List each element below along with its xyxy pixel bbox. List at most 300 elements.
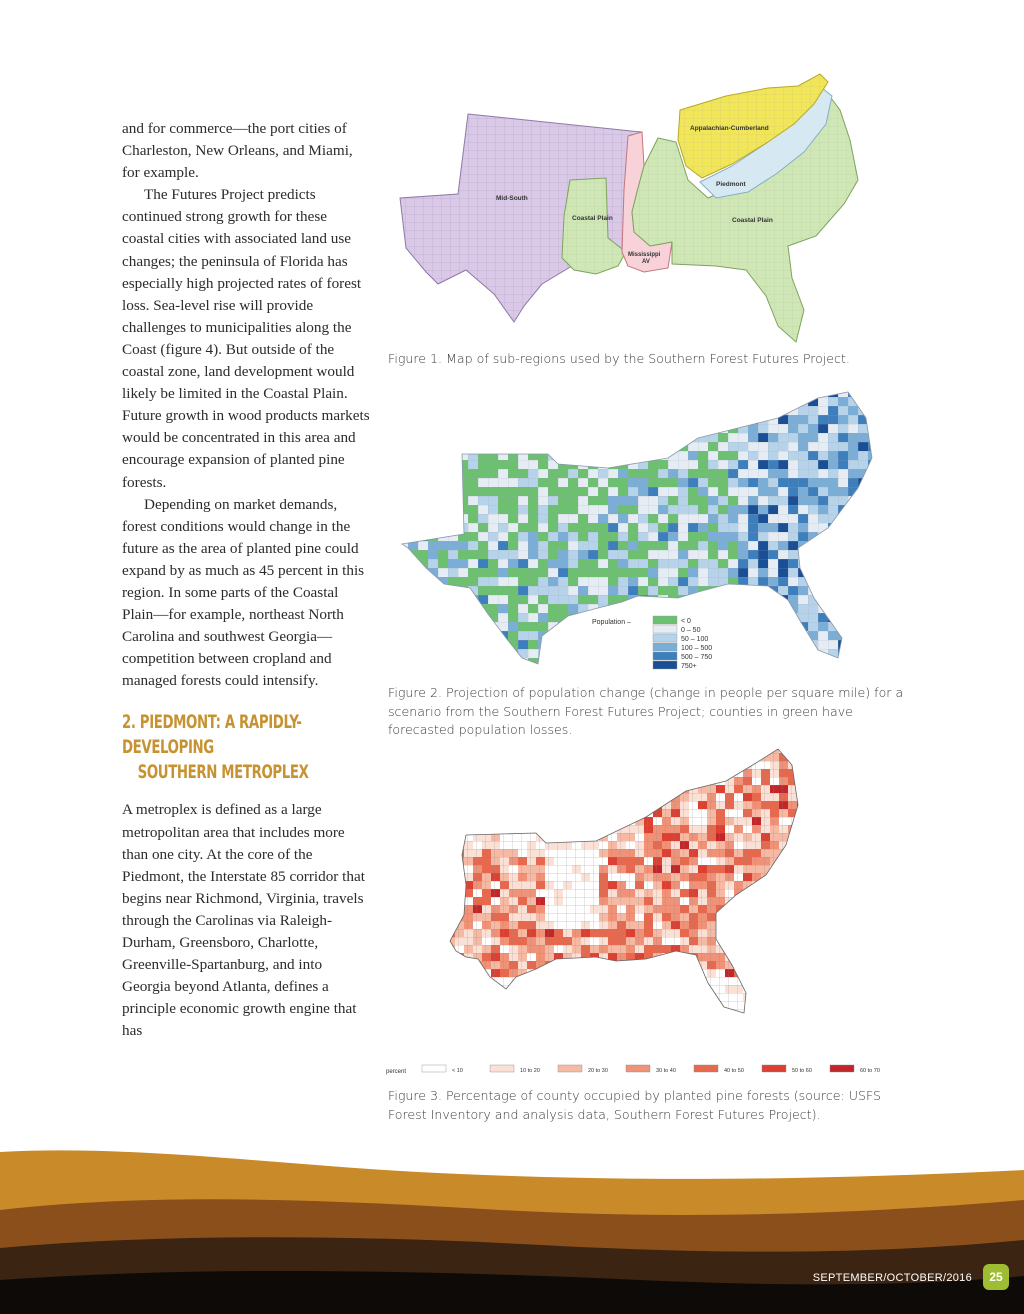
figure-2-population-change-map	[398, 388, 880, 680]
county-cell	[788, 929, 797, 937]
county-cell	[418, 514, 428, 523]
county-cell	[398, 469, 408, 478]
county-cell	[716, 769, 725, 777]
county-cell	[468, 415, 478, 424]
figure-3-legend	[422, 1065, 880, 1074]
county-cell	[748, 586, 758, 595]
county-cell	[500, 753, 509, 761]
county-cell	[438, 676, 448, 680]
county-cell	[778, 676, 788, 680]
county-cell	[590, 1009, 599, 1017]
county-cell	[464, 785, 473, 793]
county-cell	[808, 667, 818, 676]
county-cell	[797, 761, 806, 769]
county-cell	[668, 676, 678, 680]
county-cell	[536, 761, 545, 769]
county-cell	[482, 777, 491, 785]
county-cell	[698, 1009, 707, 1017]
county-cell	[743, 969, 752, 977]
county-cell	[599, 1001, 608, 1009]
county-cell	[438, 460, 448, 469]
county-cell	[458, 613, 468, 622]
county-cell	[858, 541, 868, 550]
county-cell	[536, 785, 545, 793]
county-cell	[797, 953, 806, 961]
county-cell	[527, 817, 536, 825]
county-cell	[752, 929, 761, 937]
county-cell	[738, 604, 748, 613]
county-cell	[797, 857, 806, 865]
county-cell	[779, 889, 788, 897]
county-cell	[590, 1001, 599, 1009]
county-cell	[446, 913, 455, 921]
county-cell	[626, 761, 635, 769]
county-cell	[758, 397, 768, 406]
county-cell	[473, 977, 482, 985]
county-cell	[581, 809, 590, 817]
county-cell	[644, 993, 653, 1001]
county-cell	[428, 595, 438, 604]
county-cell	[858, 568, 868, 577]
county-cell	[563, 801, 572, 809]
county-cell	[455, 897, 464, 905]
county-cell	[455, 817, 464, 825]
county-cell	[554, 961, 563, 969]
county-cell	[408, 640, 418, 649]
county-cell	[738, 586, 748, 595]
county-cell	[608, 1001, 617, 1009]
county-cell	[491, 817, 500, 825]
county-cell	[548, 649, 558, 658]
county-cell	[858, 505, 868, 514]
county-cell	[599, 977, 608, 985]
county-cell	[548, 676, 558, 680]
county-cell	[473, 769, 482, 777]
county-cell	[728, 658, 738, 667]
county-cell	[828, 550, 838, 559]
county-cell	[418, 667, 428, 676]
county-cell	[500, 785, 509, 793]
county-cell	[598, 451, 608, 460]
county-cell	[838, 523, 848, 532]
county-cell	[758, 676, 768, 680]
county-cell	[568, 658, 578, 667]
county-cell	[797, 945, 806, 953]
county-cell	[761, 929, 770, 937]
county-cell	[680, 761, 689, 769]
county-cell	[446, 849, 455, 857]
county-cell	[752, 897, 761, 905]
county-cell	[680, 961, 689, 969]
county-cell	[458, 415, 468, 424]
county-cell	[428, 442, 438, 451]
county-cell	[581, 993, 590, 1001]
county-cell	[725, 769, 734, 777]
figure-1-subregion-map	[396, 70, 866, 352]
county-cell	[428, 586, 438, 595]
county-cell	[568, 640, 578, 649]
county-cell	[528, 424, 538, 433]
county-cell	[748, 388, 758, 397]
county-cell	[838, 667, 848, 676]
county-cell	[428, 658, 438, 667]
county-cell	[509, 817, 518, 825]
county-cell	[770, 945, 779, 953]
county-cell	[473, 761, 482, 769]
county-cell	[408, 559, 418, 568]
county-cell	[752, 913, 761, 921]
county-cell	[698, 388, 708, 397]
county-cell	[868, 559, 878, 568]
county-cell	[653, 753, 662, 761]
county-cell	[662, 777, 671, 785]
county-cell	[708, 415, 718, 424]
county-cell	[468, 649, 478, 658]
county-cell	[428, 622, 438, 631]
county-cell	[508, 406, 518, 415]
label-mississippi-av-1: Mississippi	[628, 252, 661, 258]
county-cell	[768, 622, 778, 631]
county-cell	[644, 985, 653, 993]
county-cell	[868, 676, 878, 680]
county-cell	[568, 676, 578, 680]
county-cell	[828, 541, 838, 550]
county-cell	[848, 559, 858, 568]
county-cell	[518, 1001, 527, 1009]
county-cell	[590, 809, 599, 817]
county-cell	[509, 753, 518, 761]
county-cell	[671, 969, 680, 977]
county-cell	[518, 785, 527, 793]
county-cell	[599, 817, 608, 825]
county-cell	[428, 469, 438, 478]
county-cell	[707, 761, 716, 769]
county-cell	[680, 745, 689, 753]
county-cell	[779, 1001, 788, 1009]
county-cell	[626, 1009, 635, 1017]
county-cell	[518, 769, 527, 777]
county-cell	[438, 442, 448, 451]
county-cell	[868, 649, 878, 658]
county-cell	[446, 897, 455, 905]
county-cell	[716, 753, 725, 761]
county-cell	[455, 889, 464, 897]
county-cell	[648, 604, 658, 613]
county-cell	[418, 424, 428, 433]
county-cell	[618, 406, 628, 415]
legend-label: 50 – 100	[681, 636, 709, 643]
county-cell	[868, 658, 878, 667]
county-cell	[770, 1009, 779, 1017]
county-cell	[688, 415, 698, 424]
county-cell	[488, 433, 498, 442]
county-cell	[491, 809, 500, 817]
county-cell	[698, 406, 708, 415]
county-cell	[478, 631, 488, 640]
county-cell	[758, 613, 768, 622]
county-cell	[708, 631, 718, 640]
county-cell	[671, 769, 680, 777]
county-cell	[408, 667, 418, 676]
county-cell	[598, 640, 608, 649]
county-cell	[488, 676, 498, 680]
county-cell	[868, 604, 878, 613]
county-cell	[848, 613, 858, 622]
county-cell	[448, 649, 458, 658]
county-cell	[554, 793, 563, 801]
county-cell	[418, 505, 428, 514]
county-cell	[500, 769, 509, 777]
county-cell	[752, 985, 761, 993]
county-cell	[554, 985, 563, 993]
county-cell	[798, 667, 808, 676]
county-cell	[788, 937, 797, 945]
county-cell	[448, 397, 458, 406]
county-cell	[689, 1001, 698, 1009]
county-cell	[708, 622, 718, 631]
county-cell	[618, 442, 628, 451]
county-cell	[448, 622, 458, 631]
county-cell	[779, 977, 788, 985]
county-cell	[728, 415, 738, 424]
county-cell	[608, 793, 617, 801]
county-cell	[545, 793, 554, 801]
county-cell	[778, 640, 788, 649]
county-cell	[638, 631, 648, 640]
county-cell	[644, 793, 653, 801]
county-cell	[527, 761, 536, 769]
county-cell	[509, 769, 518, 777]
county-cell	[635, 785, 644, 793]
county-cell	[708, 604, 718, 613]
county-cell	[590, 785, 599, 793]
county-cell	[558, 658, 568, 667]
county-cell	[418, 676, 428, 680]
county-cell	[428, 505, 438, 514]
county-cell	[858, 667, 868, 676]
county-cell	[478, 640, 488, 649]
county-cell	[398, 415, 408, 424]
county-cell	[738, 397, 748, 406]
county-cell	[644, 785, 653, 793]
county-cell	[598, 388, 608, 397]
county-cell	[798, 676, 808, 680]
county-cell	[491, 761, 500, 769]
county-cell	[418, 415, 428, 424]
county-cell	[545, 785, 554, 793]
county-cell	[868, 514, 878, 523]
county-cell	[734, 897, 743, 905]
county-cell	[473, 969, 482, 977]
county-cell	[635, 769, 644, 777]
county-cell	[608, 809, 617, 817]
county-cell	[464, 1009, 473, 1017]
label-mississippi-av-2: AV	[642, 259, 650, 265]
county-cell	[509, 785, 518, 793]
county-cell	[779, 969, 788, 977]
county-cell	[828, 667, 838, 676]
county-cell	[626, 977, 635, 985]
county-cell	[563, 969, 572, 977]
county-cell	[779, 929, 788, 937]
county-cell	[838, 532, 848, 541]
county-cell	[734, 753, 743, 761]
county-cell	[788, 849, 797, 857]
county-cell	[482, 993, 491, 1001]
county-cell	[608, 451, 618, 460]
county-cell	[428, 604, 438, 613]
county-cell	[838, 550, 848, 559]
county-cell	[558, 451, 568, 460]
county-cell	[868, 550, 878, 559]
county-cell	[662, 793, 671, 801]
county-cell	[498, 424, 508, 433]
county-cell	[478, 424, 488, 433]
county-cell	[638, 433, 648, 442]
county-cell	[468, 388, 478, 397]
county-cell	[468, 640, 478, 649]
county-cell	[788, 889, 797, 897]
county-cell	[617, 769, 626, 777]
county-cell	[491, 769, 500, 777]
county-cell	[858, 550, 868, 559]
county-cell	[518, 761, 527, 769]
county-cell	[778, 667, 788, 676]
county-cell	[770, 1001, 779, 1009]
county-cell	[716, 929, 725, 937]
county-cell	[455, 993, 464, 1001]
county-cell	[770, 969, 779, 977]
county-cell	[448, 505, 458, 514]
county-cell	[617, 993, 626, 1001]
county-cell	[644, 745, 653, 753]
county-cell	[828, 658, 838, 667]
county-cell	[608, 817, 617, 825]
county-cell	[818, 559, 828, 568]
county-cell	[398, 595, 408, 604]
county-cell	[500, 809, 509, 817]
county-cell	[578, 415, 588, 424]
county-cell	[689, 769, 698, 777]
county-cell	[718, 658, 728, 667]
county-cell	[779, 921, 788, 929]
county-cell	[408, 442, 418, 451]
county-cell	[838, 658, 848, 667]
county-cell	[578, 658, 588, 667]
county-cell	[491, 793, 500, 801]
county-cell	[618, 631, 628, 640]
county-cell	[618, 451, 628, 460]
county-cell	[668, 604, 678, 613]
county-cell	[858, 631, 868, 640]
county-cell	[725, 761, 734, 769]
county-cell	[563, 825, 572, 833]
county-cell	[518, 442, 528, 451]
county-cell	[478, 415, 488, 424]
county-cell	[458, 595, 468, 604]
county-cell	[618, 667, 628, 676]
county-cell	[725, 913, 734, 921]
county-cell	[788, 841, 797, 849]
county-cell	[482, 825, 491, 833]
county-cell	[808, 577, 818, 586]
county-cell	[617, 1009, 626, 1017]
county-cell	[628, 406, 638, 415]
county-cell	[752, 969, 761, 977]
county-cell	[408, 514, 418, 523]
county-cell	[464, 977, 473, 985]
county-cell	[788, 953, 797, 961]
county-cell	[648, 406, 658, 415]
county-cell	[618, 388, 628, 397]
county-cell	[568, 451, 578, 460]
county-cell	[563, 977, 572, 985]
county-cell	[748, 595, 758, 604]
county-cell	[448, 424, 458, 433]
county-cell	[779, 953, 788, 961]
county-cell	[554, 969, 563, 977]
county-cell	[689, 977, 698, 985]
county-cell	[648, 676, 658, 680]
county-cell	[508, 442, 518, 451]
county-cell	[838, 613, 848, 622]
legend-swatch	[762, 1065, 786, 1072]
county-cell	[788, 913, 797, 921]
county-cell	[418, 451, 428, 460]
county-cell	[428, 424, 438, 433]
county-cell	[598, 649, 608, 658]
county-cell	[563, 769, 572, 777]
county-cell	[455, 777, 464, 785]
county-cell	[554, 745, 563, 753]
county-cell	[446, 825, 455, 833]
county-cell	[662, 977, 671, 985]
county-cell	[738, 415, 748, 424]
county-cell	[500, 1009, 509, 1017]
county-cell	[734, 961, 743, 969]
county-cell	[538, 658, 548, 667]
county-cell	[563, 761, 572, 769]
county-cell	[671, 1001, 680, 1009]
county-cell	[778, 658, 788, 667]
county-cell	[455, 873, 464, 881]
county-cell	[508, 397, 518, 406]
county-cell	[718, 388, 728, 397]
county-cell	[635, 761, 644, 769]
county-cell	[536, 793, 545, 801]
county-cell	[446, 809, 455, 817]
county-cell	[648, 442, 658, 451]
county-cell	[738, 613, 748, 622]
county-cell	[428, 496, 438, 505]
county-cell	[572, 1001, 581, 1009]
label-coastal-plain-east: Coastal Plain	[732, 217, 773, 224]
county-cell	[418, 469, 428, 478]
county-cell	[743, 945, 752, 953]
county-cell	[778, 649, 788, 658]
county-cell	[653, 745, 662, 753]
county-cell	[518, 388, 528, 397]
county-cell	[808, 658, 818, 667]
county-cell	[408, 568, 418, 577]
county-cell	[858, 595, 868, 604]
county-cell	[478, 649, 488, 658]
county-cell	[644, 969, 653, 977]
county-cell	[488, 388, 498, 397]
county-cell	[828, 595, 838, 604]
county-cell	[868, 613, 878, 622]
county-cell	[748, 622, 758, 631]
